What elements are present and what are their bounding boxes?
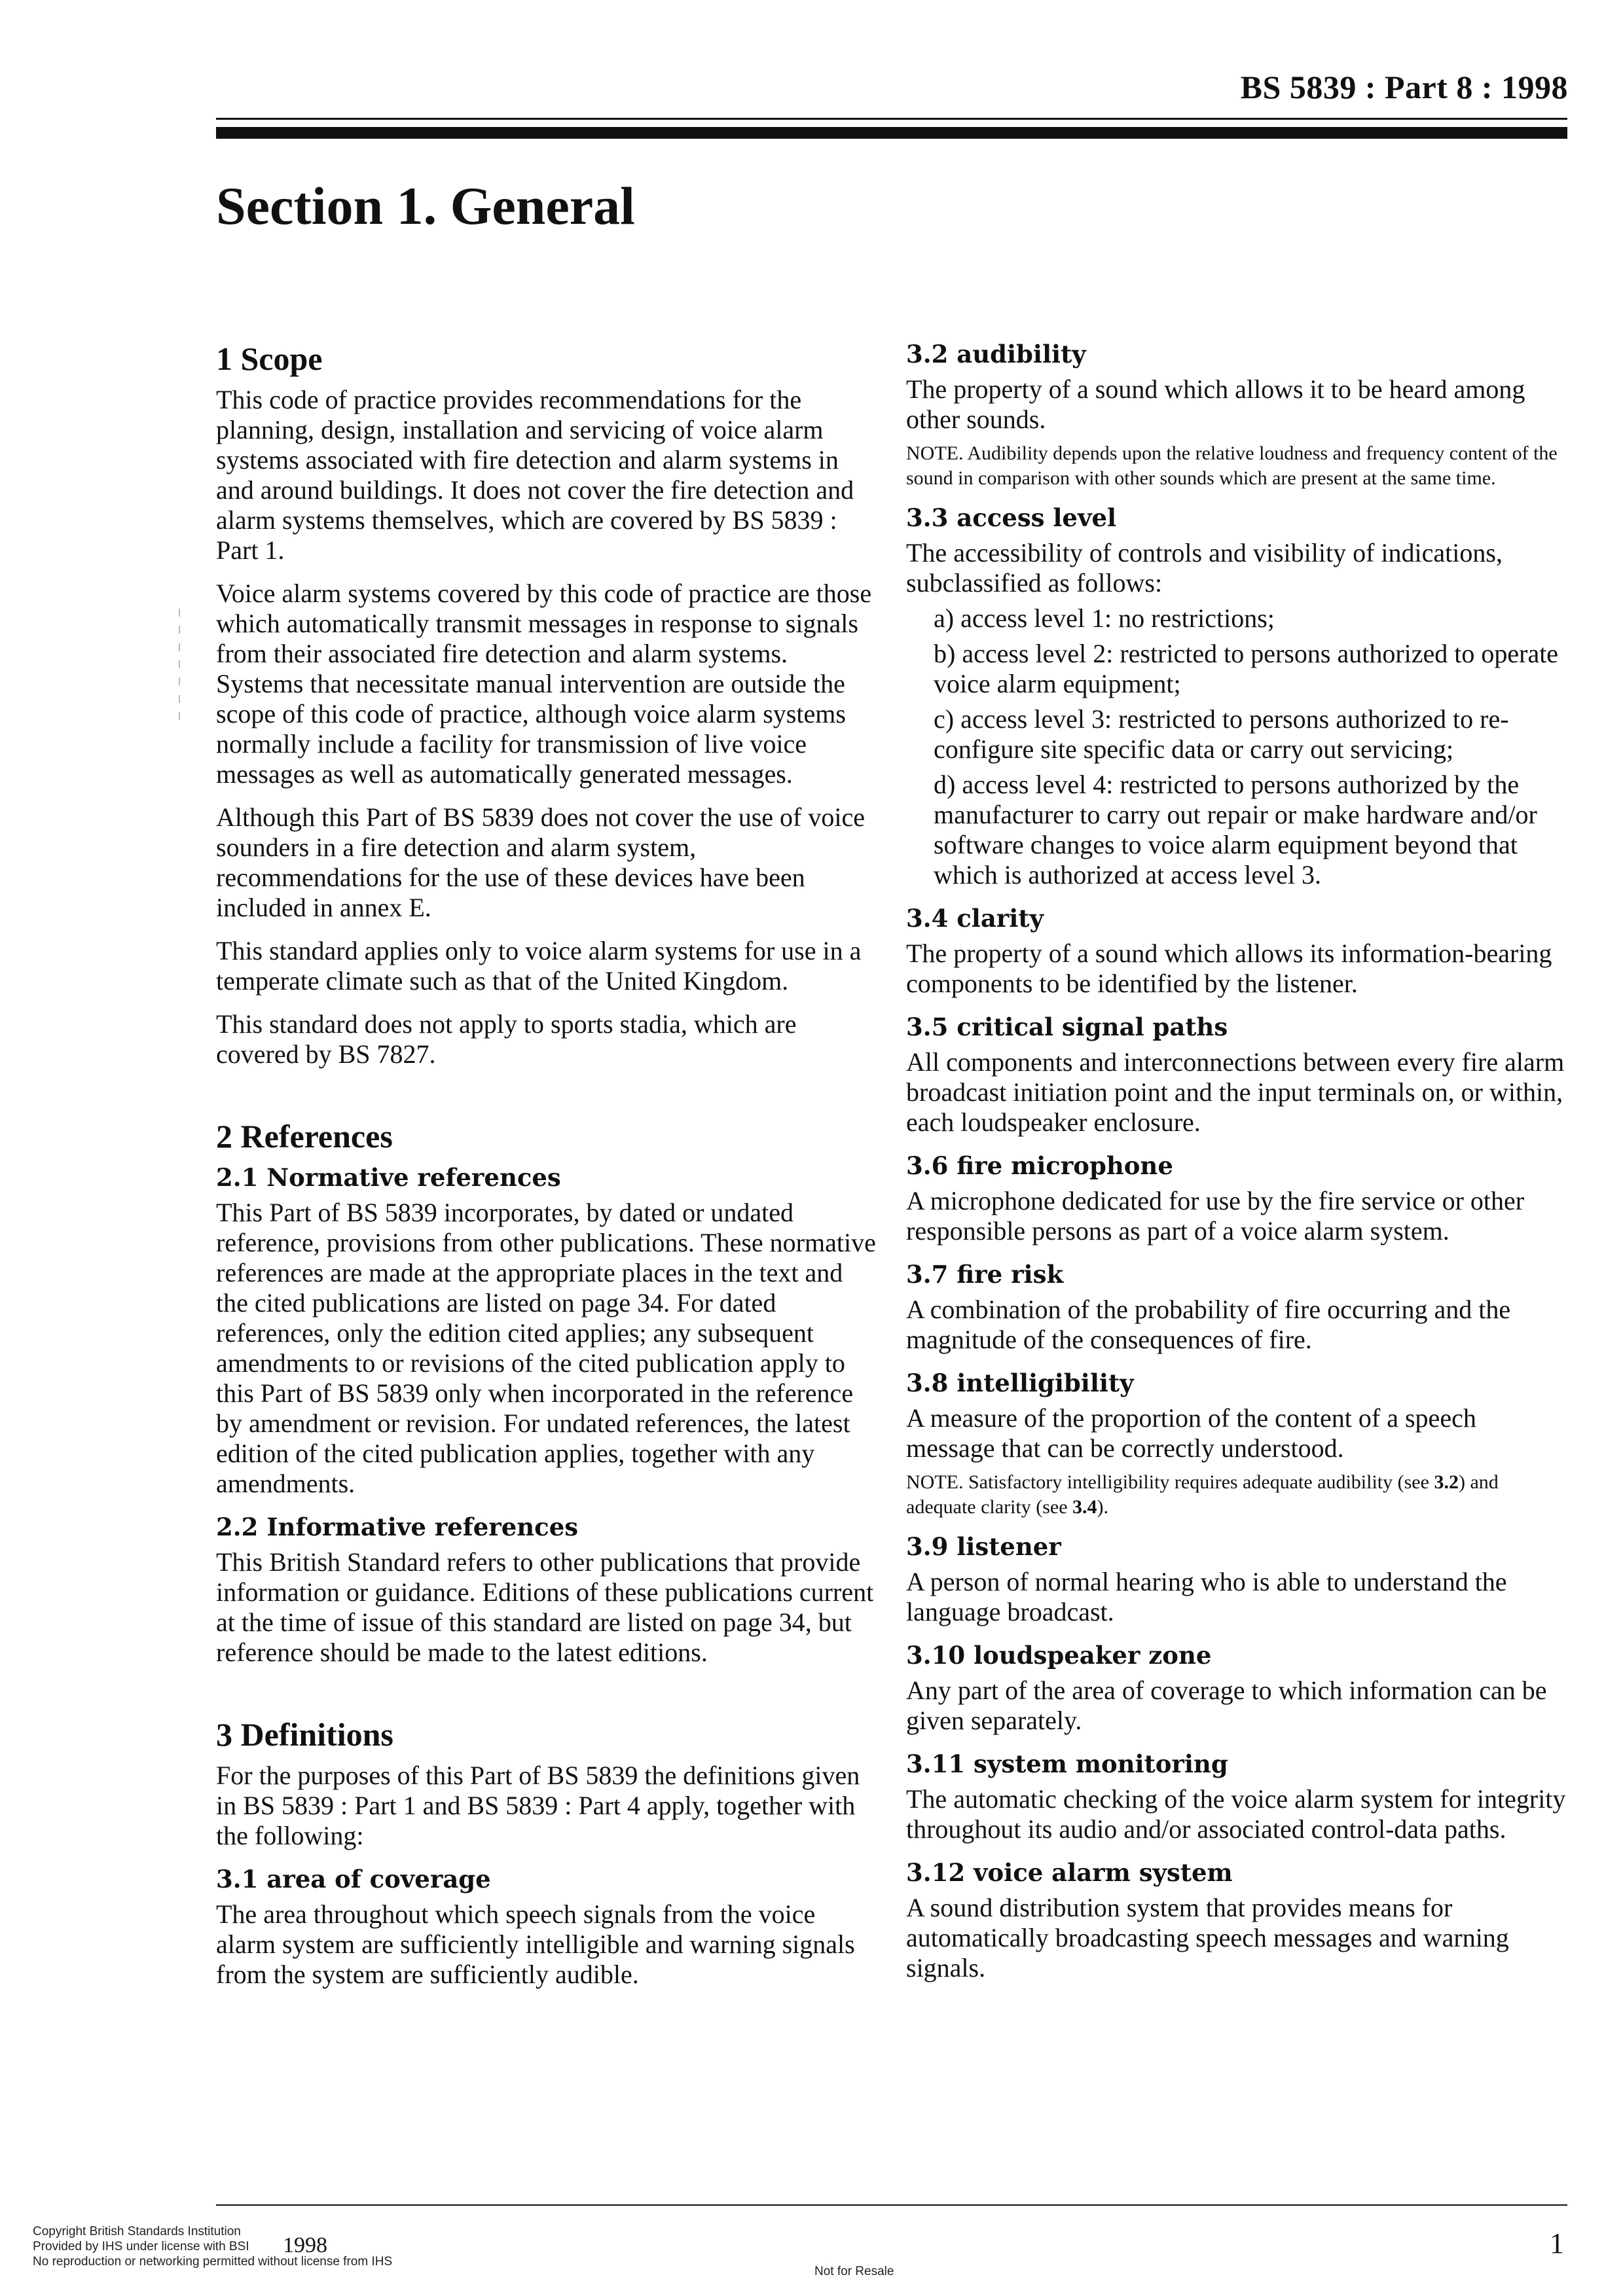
normative-references-text: This Part of BS 5839 incorporates, by dated or undated reference, provisions from other publications. These normative references are made at the appropriate places in the text and the cited publications are listed on page 34. For dated references, only the edition cited applies; any subsequent amendments to or revisions of the cited publication apply to this Part of BS 5839 only when incorporated in the reference by amendment or revision. For undated references, the latest edition of the cited publication applies, together with any amendments. [216,1198,876,1498]
definition-3-10-text: Any part of the area of coverage to which information can be given separately. [906,1676,1547,1735]
definition-3-1-heading: 3.1 area of coverage [216,1865,491,1893]
informative-references-heading: 2.2 Informative references [216,1513,579,1541]
definition-3-5-text: All components and interconnections between every fire alarm broadcast initiation point and the input terminals on, or within, each loudspeaker enclosure. [906,1047,1565,1137]
access-level-item: a) access level 1: no restrictions; [934,603,1275,633]
informative-references-text: This British Standard refers to other publications that provide information or guidance. Editions of these publications current at the time of issue of this standard are listed on page 34, but reference should be made to the latest editions. [216,1547,874,1667]
right-column [906,339,1567,1996]
access-level-item: c) access level 3: restricted to persons authorized to re-configure site specific data or carry out servicing; [934,704,1509,764]
note-text: ). [1097,1496,1109,1518]
copyright-line: Provided by IHS under license with BSI [33,2240,249,2253]
section-title: Section 1. General [216,176,635,236]
definition-3-5-heading: 3.5 critical signal paths [906,1013,1228,1041]
scope-paragraph-2: Voice alarm systems covered by this code of practice are those which automatically transmit messages in response to signals from their associated fire detection and alarm systems. Systems that necessitate manual intervention are outside the scope of this code of practice, although voice alarm systems normally include a facility for transmission of live voice messages as well as automatically generated messages. [216,579,872,789]
cross-reference: 3.2 [1434,1471,1459,1493]
left-column [216,339,877,2003]
header-rule-thick [216,127,1567,139]
scope-paragraph-3: Although this Part of BS 5839 does not cover the use of voice sounders in a fire detection and alarm system, recommendations for the use of these devices have been included in annex E. [216,802,865,922]
definition-3-8-text: A measure of the proportion of the content of a speech message that can be correctly understood. [906,1403,1476,1463]
cross-reference: 3.4 [1072,1496,1097,1518]
access-level-item: d) access level 4: restricted to persons authorized by the manufacturer to carry out repair or make hardware and/or software changes to voice alarm equipment beyond that which is authorized at access level 3. [934,770,1537,889]
definition-3-3-heading: 3.3 access level [906,503,1117,532]
access-level-list [906,603,1567,890]
scope-paragraph-4: This standard applies only to voice alarm systems for use in a temperate climate such as that of the United Kingdom. [216,936,862,996]
scope-paragraph-5: This standard does not apply to sports stadia, which are covered by BS 7827. [216,1009,797,1069]
scope-heading: 1 Scope [216,340,323,377]
definition-3-9-heading: 3.9 listener [906,1532,1061,1561]
standard-identifier: BS 5839 : Part 8 : 1998 [1240,69,1568,105]
definition-3-6-heading: 3.6 fire microphone [906,1151,1173,1180]
definition-3-1-text: The area throughout which speech signals from the voice alarm system are sufficiently intelligible and warning signals from the system are sufficiently audible. [216,1899,855,1989]
definition-3-8-note [906,1470,1567,1520]
definition-3-7-text: A combination of the probability of fire occurring and the magnitude of the consequences of fire. [906,1295,1511,1354]
definition-3-11-text: The automatic checking of the voice alarm system for integrity throughout its audio and/or associated control-data paths. [906,1784,1566,1844]
definition-3-10-heading: 3.10 loudspeaker zone [906,1641,1212,1670]
margin-change-marks [172,609,187,720]
references-heading: 2 References [216,1118,393,1155]
definitions-heading: 3 Definitions [216,1716,393,1753]
copyright-line: No reproduction or networking permitted without license from IHS [33,2255,393,2269]
definition-3-2-heading: 3.2 audibility [906,340,1086,368]
note-text: NOTE. Satisfactory intelligibility requires adequate audibility (see [906,1471,1434,1493]
not-for-resale-notice: Not for Resale [814,2265,894,2278]
definition-3-8-heading: 3.8 intelligibility [906,1369,1134,1397]
footer-year: 1998 [283,2233,327,2257]
header-rule-thin [216,118,1567,120]
note-text: ) and adequate clarity (see [906,1471,1499,1518]
definition-3-12-heading: 3.12 voice alarm system [906,1858,1233,1887]
footer-rule [216,2204,1567,2206]
definition-3-6-text: A microphone dedicated for use by the fire service or other responsible persons as part of a voice alarm system. [906,1186,1525,1246]
definition-3-3-text: The accessibility of controls and visibility of indications, subclassified as follows: [906,538,1503,598]
definition-3-2-text: The property of a sound which allows it to be heard among other sounds. [906,374,1525,434]
definition-3-12-text: A sound distribution system that provides means for automatically broadcasting speech messages and warning signals. [906,1893,1509,1982]
access-level-item: b) access level 2: restricted to persons authorized to operate voice alarm equipment; [934,639,1559,698]
definition-3-7-heading: 3.7 fire risk [906,1260,1064,1289]
normative-references-heading: 2.1 Normative references [216,1163,561,1192]
definition-3-2-note: NOTE. Audibility depends upon the relative loudness and frequency content of the sound in comparison with other sounds which are present at the same time. [906,442,1558,489]
definition-3-4-text: The property of a sound which allows its information-bearing components to be identified by the listener. [906,939,1552,998]
definition-3-4-heading: 3.4 clarity [906,904,1044,933]
page-number: 1 [1550,2227,1564,2259]
copyright-line: Copyright British Standards Institution [33,2225,241,2238]
definition-3-9-text: A person of normal hearing who is able to understand the language broadcast. [906,1567,1507,1626]
scope-paragraph-1: This code of practice provides recommendations for the planning, design, installation and servicing of voice alarm systems associated with fire detection and alarm systems in and around buildings. It does not cover the fire detection and alarm systems themselves, which are covered by BS 5839 : Part 1. [216,385,854,565]
definitions-intro: For the purposes of this Part of BS 5839 the definitions given in BS 5839 : Part 1 and BS 5839 : Part 4 apply, together with the following: [216,1761,860,1850]
definition-3-11-heading: 3.11 system monitoring [906,1749,1228,1778]
copyright-notice [33,2224,392,2269]
